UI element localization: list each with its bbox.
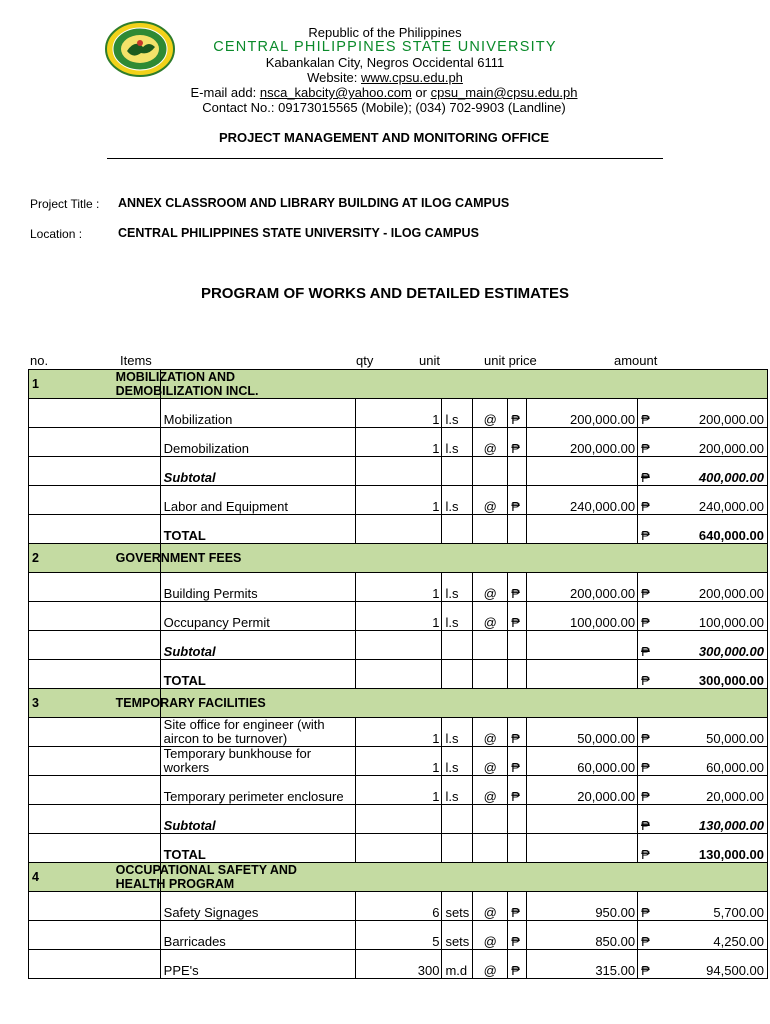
total-amount: 640,000.00 [698,528,764,543]
amount-wrap [641,470,764,485]
amount-wrap [641,818,764,833]
amount-cell [638,892,768,921]
amount-wrap [641,441,764,456]
cell-empty [473,805,508,834]
header-divider [107,158,663,159]
cell-empty [527,631,638,660]
cell-empty [29,747,161,776]
cell-empty [442,805,473,834]
item-description: Subtotal [160,631,355,660]
amount-cell [638,834,768,863]
peso-sign: ₱ [641,818,650,833]
item-qty: 1 [355,428,442,457]
item-unit-price: 240,000.00 [527,486,638,515]
item-amount: 50,000.00 [706,731,764,746]
section-number: 3 [29,689,161,718]
cell-empty [527,805,638,834]
peso-sign: ₱ [641,673,650,688]
item-description: Temporary bunkhouse for workers [160,747,355,776]
column-header-unit: unit [419,353,440,368]
peso-sign: ₱ [641,789,650,804]
university-name: CENTRAL PHILIPPINES STATE UNIVERSITY [213,39,557,55]
cell-empty [442,631,473,660]
amount-cell [638,457,768,486]
item-description: Subtotal [160,805,355,834]
item-unit-price: 60,000.00 [527,747,638,776]
at-sign: @ [473,921,508,950]
cell-empty [29,718,161,747]
section-title [115,544,767,573]
amount-wrap [641,963,764,978]
item-description: Labor and Equipment [160,486,355,515]
amount-cell [638,602,768,631]
item-unit: sets [442,921,473,950]
peso-sign: ₱ [641,905,650,920]
amount-wrap [641,934,764,949]
amount-wrap [641,499,764,514]
cell-empty [29,921,161,950]
project-title-value: ANNEX CLASSROOM AND LIBRARY BUILDING AT ILOG CAMPUS [118,196,510,210]
amount-wrap [641,789,764,804]
section-title [115,370,767,399]
amount-cell [638,631,768,660]
table-row [29,573,768,602]
amount-cell [638,660,768,689]
item-unit-price: 100,000.00 [527,602,638,631]
amount-wrap [641,615,764,630]
republic-line: Republic of the Philippines [308,25,462,40]
amount-wrap [641,847,764,862]
peso-sign: ₱ [508,602,527,631]
cell-empty [29,399,161,428]
cell-empty [29,950,161,979]
subtotal-amount: 300,000.00 [698,644,764,659]
subtotal-row [29,631,768,660]
cell-empty [29,486,161,515]
section-header-row [29,863,768,892]
item-unit: l.s [442,428,473,457]
amount-cell [638,805,768,834]
section-title [115,863,767,892]
cell-empty [29,515,161,544]
cell-empty [473,834,508,863]
item-unit: sets [442,892,473,921]
cell-empty [527,457,638,486]
item-description: Temporary perimeter enclosure [160,776,355,805]
peso-sign: ₱ [641,963,650,978]
item-unit-price: 950.00 [527,892,638,921]
cell-empty [508,515,527,544]
column-header-items: Items [120,353,152,368]
table-row [29,602,768,631]
cell-empty [29,457,161,486]
item-amount: 20,000.00 [706,789,764,804]
cell-empty [508,660,527,689]
item-description: Safety Signages [160,892,355,921]
amount-wrap [641,760,764,775]
peso-sign: ₱ [641,499,650,514]
section-number: 1 [29,370,161,399]
total-row [29,660,768,689]
location-label: Location : [30,227,83,241]
peso-sign: ₱ [508,718,527,747]
at-sign: @ [473,428,508,457]
amount-cell [638,921,768,950]
cell-empty [473,660,508,689]
peso-sign: ₱ [508,573,527,602]
email-label: E-mail add: [190,85,260,100]
cell-empty [442,457,473,486]
amount-cell [638,718,768,747]
cell-empty [355,631,442,660]
peso-sign: ₱ [508,892,527,921]
peso-sign: ₱ [641,528,650,543]
section-number: 2 [29,544,161,573]
at-sign: @ [473,747,508,776]
cell-empty [29,660,161,689]
cell-empty [355,457,442,486]
peso-sign: ₱ [641,934,650,949]
amount-cell [638,950,768,979]
item-unit: l.s [442,573,473,602]
item-unit: l.s [442,718,473,747]
section-title-text: OCCUPATIONAL SAFETY AND HEALTH PROGRAM [115,863,297,891]
item-description: Site office for engineer (with aircon to be turnover) [160,718,355,747]
estimates-table [28,369,768,979]
table-row [29,399,768,428]
at-sign: @ [473,399,508,428]
cell-empty [29,805,161,834]
at-sign: @ [473,776,508,805]
cell-empty [355,834,442,863]
cell-empty [355,805,442,834]
cell-empty [355,515,442,544]
table-row [29,747,768,776]
email-line [160,85,608,100]
item-unit: l.s [442,602,473,631]
section-title-text: TEMPORARY FACILITIES [115,696,266,710]
item-unit-price: 200,000.00 [527,428,638,457]
website-link[interactable]: www.cpsu.edu.ph [361,70,463,85]
amount-cell [638,747,768,776]
subtotal-row [29,457,768,486]
total-row [29,834,768,863]
item-amount: 100,000.00 [698,615,764,630]
amount-wrap [641,586,764,601]
item-unit-price: 200,000.00 [527,399,638,428]
item-qty: 5 [355,921,442,950]
cell-empty [508,805,527,834]
section-header-row [29,544,768,573]
amount-wrap [641,673,764,688]
at-sign: @ [473,950,508,979]
cell-empty [473,457,508,486]
table-row [29,776,768,805]
amount-cell [638,776,768,805]
item-description: PPE's [160,950,355,979]
peso-sign: ₱ [641,615,650,630]
item-description: Mobilization [160,399,355,428]
item-description: Occupancy Permit [160,602,355,631]
at-sign: @ [473,892,508,921]
cell-empty [29,428,161,457]
item-description: Barricades [160,921,355,950]
email-link-1[interactable]: nsca_kabcity@yahoo.com [259,85,412,100]
cell-empty [527,834,638,863]
item-unit-price: 50,000.00 [527,718,638,747]
item-unit-price: 200,000.00 [527,573,638,602]
amount-wrap [641,412,764,427]
item-description: Demobilization [160,428,355,457]
peso-sign: ₱ [508,486,527,515]
cell-empty [29,631,161,660]
section-title-text: MOBILIZATION AND DEMOBILIZATION INCL. [115,370,259,398]
peso-sign: ₱ [641,470,650,485]
cell-empty [473,631,508,660]
email-link-2[interactable]: cpsu_main@cpsu.edu.ph [430,85,578,100]
total-amount: 130,000.00 [698,847,764,862]
cell-empty [29,602,161,631]
at-sign: @ [473,486,508,515]
cell-empty [527,660,638,689]
cell-empty [29,776,161,805]
section-header-row [29,689,768,718]
item-description: TOTAL [160,660,355,689]
amount-cell [638,573,768,602]
amount-cell [638,399,768,428]
peso-sign: ₱ [508,776,527,805]
website-line [200,70,570,85]
item-description: Subtotal [160,457,355,486]
item-unit-price: 20,000.00 [527,776,638,805]
amount-wrap [641,731,764,746]
peso-sign: ₱ [641,412,650,427]
table-row [29,486,768,515]
item-qty: 1 [355,602,442,631]
at-sign: @ [473,718,508,747]
item-qty: 1 [355,399,442,428]
amount-cell [638,428,768,457]
peso-sign: ₱ [508,950,527,979]
subtotal-amount: 130,000.00 [698,818,764,833]
cell-empty [473,515,508,544]
item-amount: 200,000.00 [698,586,764,601]
amount-wrap [641,644,764,659]
item-amount: 200,000.00 [698,441,764,456]
column-header-qty: qty [356,353,374,368]
item-unit: l.s [442,776,473,805]
document-title: PROGRAM OF WORKS AND DETAILED ESTIMATES [200,285,570,302]
table-row [29,921,768,950]
cell-empty [508,457,527,486]
cell-empty [527,515,638,544]
amount-cell [638,486,768,515]
peso-sign: ₱ [641,731,650,746]
table-row [29,718,768,747]
peso-sign: ₱ [641,847,650,862]
peso-sign: ₱ [508,399,527,428]
cell-empty [442,660,473,689]
item-unit-price: 850.00 [527,921,638,950]
peso-sign: ₱ [641,586,650,601]
table-row [29,892,768,921]
item-unit-price: 315.00 [527,950,638,979]
project-title-label: Project Title : [30,197,100,211]
item-amount: 4,250.00 [713,934,764,949]
item-amount: 5,700.00 [713,905,764,920]
item-unit: l.s [442,747,473,776]
total-amount: 300,000.00 [698,673,764,688]
item-unit: l.s [442,399,473,428]
item-description: TOTAL [160,515,355,544]
university-seal-logo [105,21,175,77]
table-row [29,950,768,979]
column-header-no: no. [30,353,49,368]
section-header-row [29,370,768,399]
cell-empty [29,573,161,602]
at-sign: @ [473,602,508,631]
cell-empty [442,834,473,863]
peso-sign: ₱ [508,428,527,457]
item-qty: 1 [355,486,442,515]
amount-wrap [641,905,764,920]
cell-empty [355,660,442,689]
table-row [29,428,768,457]
amount-wrap [641,528,764,543]
item-qty: 1 [355,776,442,805]
location-value: CENTRAL PHILIPPINES STATE UNIVERSITY - ILOG CAMPUS [118,226,479,240]
item-amount: 94,500.00 [706,963,764,978]
section-title-text: GOVERNMENT FEES [115,551,242,565]
cell-empty [508,631,527,660]
peso-sign: ₱ [641,760,650,775]
item-qty: 1 [355,718,442,747]
peso-sign: ₱ [641,441,650,456]
email-or: or [411,85,431,100]
cell-empty [29,834,161,863]
subtotal-row [29,805,768,834]
item-qty: 6 [355,892,442,921]
item-unit: m.d [442,950,473,979]
item-description: TOTAL [160,834,355,863]
column-header-amount: amount [614,353,658,368]
university-address: Kabankalan City, Negros Occidental 6111 [265,55,505,70]
column-header-unit-price: unit price [484,353,537,368]
section-title [115,689,767,718]
at-sign: @ [473,573,508,602]
peso-sign: ₱ [641,644,650,659]
item-amount: 240,000.00 [698,499,764,514]
cell-empty [508,834,527,863]
website-label: Website: [307,70,362,85]
item-qty: 300 [355,950,442,979]
office-name: PROJECT MANAGEMENT AND MONITORING OFFICE [218,130,550,145]
peso-sign: ₱ [508,921,527,950]
section-number: 4 [29,863,161,892]
item-amount: 200,000.00 [698,412,764,427]
peso-sign: ₱ [508,747,527,776]
total-row [29,515,768,544]
item-unit: l.s [442,486,473,515]
item-qty: 1 [355,747,442,776]
cell-empty [29,892,161,921]
item-amount: 60,000.00 [706,760,764,775]
amount-cell [638,515,768,544]
item-qty: 1 [355,573,442,602]
contact-line: Contact No.: 09173015565 (Mobile); (034) 702-9903 (Landline) [202,100,566,115]
cell-empty [442,515,473,544]
subtotal-amount: 400,000.00 [698,470,764,485]
item-description: Building Permits [160,573,355,602]
